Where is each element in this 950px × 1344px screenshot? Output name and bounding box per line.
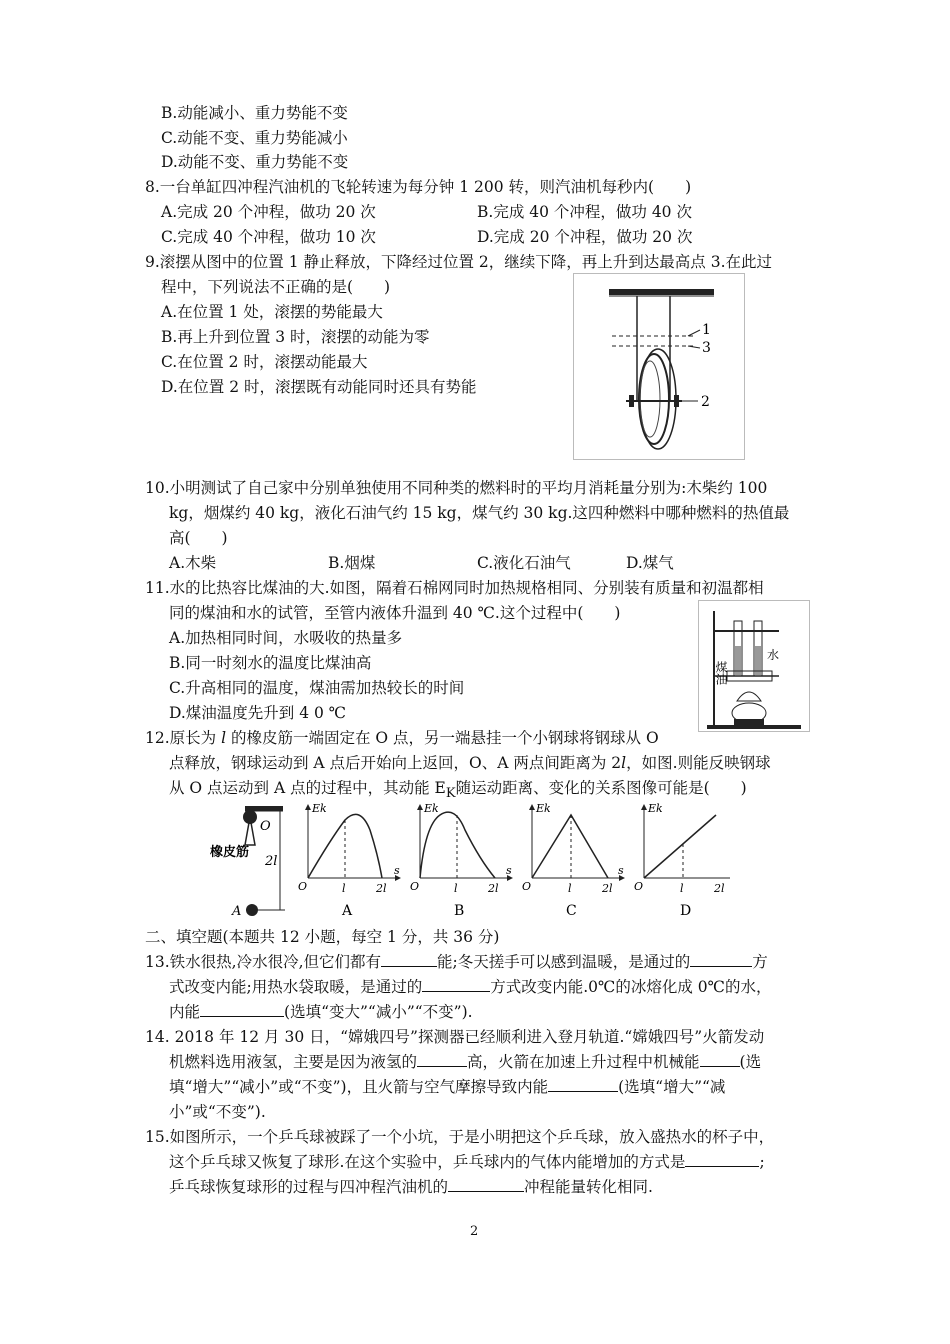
q10-option-b: B.烟煤 xyxy=(328,554,376,572)
q14-blank-3[interactable] xyxy=(548,1077,618,1092)
svg-text:2l: 2l xyxy=(376,882,387,895)
q14-line3: 填“增大”“减小”或“不变”)，且火箭与空气摩擦导致内能 (选填“增大”“减 xyxy=(169,1078,726,1096)
q14-line1: 14. 2018 年 12 月 30 日，“嫦娥四号”探测器已经顺利进入登月轨道.“嫦娥四号”火箭发动 xyxy=(145,1028,765,1046)
svg-text:O: O xyxy=(522,880,532,893)
q10-option-d: D.煤气 xyxy=(626,554,674,572)
page-number: 2 xyxy=(470,1224,479,1239)
q7-option-b: B.动能减小、重力势能不变 xyxy=(161,104,348,122)
q14-line2: 机燃料选用液氢，主要是因为液氢的 高，火箭在加速上升过程中机械能 (选 xyxy=(169,1053,762,1071)
svg-text:s: s xyxy=(618,864,624,877)
svg-text:s: s xyxy=(506,864,512,877)
q15-line1: 15.如图所示，一个乒乓球被踩了一个小坑，于是小明把这个乒乓球，放入盛热水的杯子中， xyxy=(145,1128,775,1146)
q11-option-d: D.煤油温度先升到 4 0 ℃ xyxy=(169,704,347,722)
q13-line1: 13.铁水很热,冷水很冷,但它们都有 能;冬天搓手可以感到温暖，是通过的 方 xyxy=(145,953,768,971)
section-2-heading: 二、填空题(本题共 12 小题，每空 1 分，共 36 分) xyxy=(145,928,500,946)
q8-stem: 8.一台单缸四冲程汽油机的飞轮转速为每分钟 1 200 转，则汽油机每秒内( ) xyxy=(145,178,692,196)
q9-option-c: C.在位置 2 时，滚摆动能最大 xyxy=(161,353,368,371)
svg-text:Ek: Ek xyxy=(424,802,439,815)
q9-stem-line1: 9.滚摆从图中的位置 1 静止释放，下降经过位置 2，继续下降，再上升到达最高点 3.在此过 xyxy=(145,253,773,271)
q15-line2: 这个乒乓球又恢复了球形.在这个实验中，乒乓球内的气体内能增加的方式是 ; xyxy=(169,1153,765,1171)
svg-text:l: l xyxy=(568,882,572,895)
pendulum-label-1: 1 xyxy=(702,322,711,338)
q15-blank-2[interactable] xyxy=(448,1177,524,1192)
svg-text:Ek: Ek xyxy=(648,802,663,815)
water-label: 水 xyxy=(767,648,780,662)
q14-blank-1[interactable] xyxy=(417,1052,467,1067)
svg-text:Ek: Ek xyxy=(312,802,327,815)
q8-option-d: D.完成 20 个冲程，做功 20 次 xyxy=(477,228,693,246)
q12-stem-line2: 点释放，钢球运动到 A 点后开始向上返回，O、A 两点间距离为 2l，如图.则能反映钢球 xyxy=(169,754,771,772)
graph-a-label: A xyxy=(342,903,353,919)
q10-stem-line3: 高( ) xyxy=(169,529,228,547)
graph-d xyxy=(634,802,730,919)
test-tube-heating-figure xyxy=(698,600,810,732)
distance-2l-label: 2l xyxy=(265,854,278,869)
point-o-label: O xyxy=(260,819,271,834)
q13-line2: 式改变内能;用热水袋取暖，是通过的 方式改变内能.0℃的冰熔化成 0℃的水， xyxy=(169,978,772,996)
rubber-band-figure xyxy=(205,800,295,920)
pendulum-label-2: 2 xyxy=(701,394,710,410)
q12-stem-line1: 12.原长为 l 的橡皮筋一端固定在 O 点，另一端悬挂一个小钢球将钢球从 O xyxy=(145,729,659,747)
q13-blank-3[interactable] xyxy=(422,977,490,992)
q13-blank-1[interactable] xyxy=(381,952,437,967)
q13-blank-4[interactable] xyxy=(200,1002,284,1017)
q15-line3: 乒乓球恢复球形的过程与四冲程汽油机的 冲程能量转化相同. xyxy=(169,1178,653,1196)
q9-option-d: D.在位置 2 时，滚摆既有动能同时还具有势能 xyxy=(161,378,477,396)
svg-text:2l: 2l xyxy=(488,882,499,895)
graph-c xyxy=(522,802,624,919)
q7-option-c: C.动能不变、重力势能减小 xyxy=(161,129,348,147)
q15-blank-1[interactable] xyxy=(685,1152,759,1167)
q8-option-c: C.完成 40 个冲程，做功 10 次 xyxy=(161,228,376,246)
q12-stem-line3: 从 O 点运动到 A 点的过程中，其动能 $E_K$随运动距离、变化的关系图像可能是( ) xyxy=(169,779,747,802)
svg-text:l: l xyxy=(342,882,346,895)
svg-text:s: s xyxy=(394,864,400,877)
q9-option-b: B.再上升到位置 3 时，滚摆的动能为零 xyxy=(161,328,430,346)
q14-blank-2[interactable] xyxy=(700,1052,740,1067)
point-a-label: A xyxy=(232,904,242,919)
graph-d-label: D xyxy=(680,903,692,919)
q11-stem-line1: 11.水的比热容比煤油的大.如图，隔着石棉网同时加热规格相同、分别装有质量和初温都相 xyxy=(145,579,764,597)
svg-text:l: l xyxy=(454,882,458,895)
q10-stem-line1: 10.小明测试了自己家中分别单独使用不同种类的燃料时的平均月消耗量分别为:木柴约 100 xyxy=(145,479,768,497)
maxwell-pendulum-figure xyxy=(573,273,745,460)
svg-text:2l: 2l xyxy=(714,882,725,895)
ek-graphs xyxy=(290,800,730,925)
graph-b xyxy=(410,802,512,919)
q11-stem-line2: 同的煤油和水的试管，至管内液体升温到 40 ℃.这个过程中( ) xyxy=(169,604,621,622)
q11-option-c: C.升高相同的温度，煤油需加热较长的时间 xyxy=(169,679,465,697)
graph-c-label: C xyxy=(566,903,577,919)
graph-a xyxy=(298,802,400,919)
pendulum-label-3: 3 xyxy=(702,340,711,356)
q9-stem-line2: 程中，下列说法不正确的是( ) xyxy=(161,278,391,296)
q13-blank-2[interactable] xyxy=(690,952,752,967)
svg-text:O: O xyxy=(298,880,308,893)
svg-text:l: l xyxy=(680,882,684,895)
svg-text:2l: 2l xyxy=(602,882,613,895)
q7-option-d: D.动能不变、重力势能不变 xyxy=(161,153,349,171)
graph-b-label: B xyxy=(454,903,465,919)
q8-option-a: A.完成 20 个冲程，做功 20 次 xyxy=(161,203,376,221)
q10-option-a: A.木柴 xyxy=(169,554,217,572)
svg-text:O: O xyxy=(634,880,644,893)
q8-option-b: B.完成 40 个冲程，做功 40 次 xyxy=(477,203,692,221)
q13-line3: 内能 (选填“变大”“减小”“不变”). xyxy=(169,1003,473,1021)
q11-option-a: A.加热相同时间，水吸收的热量多 xyxy=(169,629,403,647)
svg-text:Ek: Ek xyxy=(536,802,551,815)
kerosene-label: 煤油 xyxy=(714,661,728,685)
q9-option-a: A.在位置 1 处，滚摆的势能最大 xyxy=(161,303,383,321)
q10-option-c: C.液化石油气 xyxy=(477,554,571,572)
q14-line4: 小”或“不变”). xyxy=(169,1103,266,1121)
svg-text:O: O xyxy=(410,880,420,893)
q11-option-b: B.同一时刻水的温度比煤油高 xyxy=(169,654,372,672)
q10-stem-line2: kg，烟煤约 40 kg，液化石油气约 15 kg，煤气约 30 kg.这四种燃料中哪种燃料的热值最 xyxy=(169,504,790,522)
rubber-band-label: 橡皮筋 xyxy=(210,845,250,860)
